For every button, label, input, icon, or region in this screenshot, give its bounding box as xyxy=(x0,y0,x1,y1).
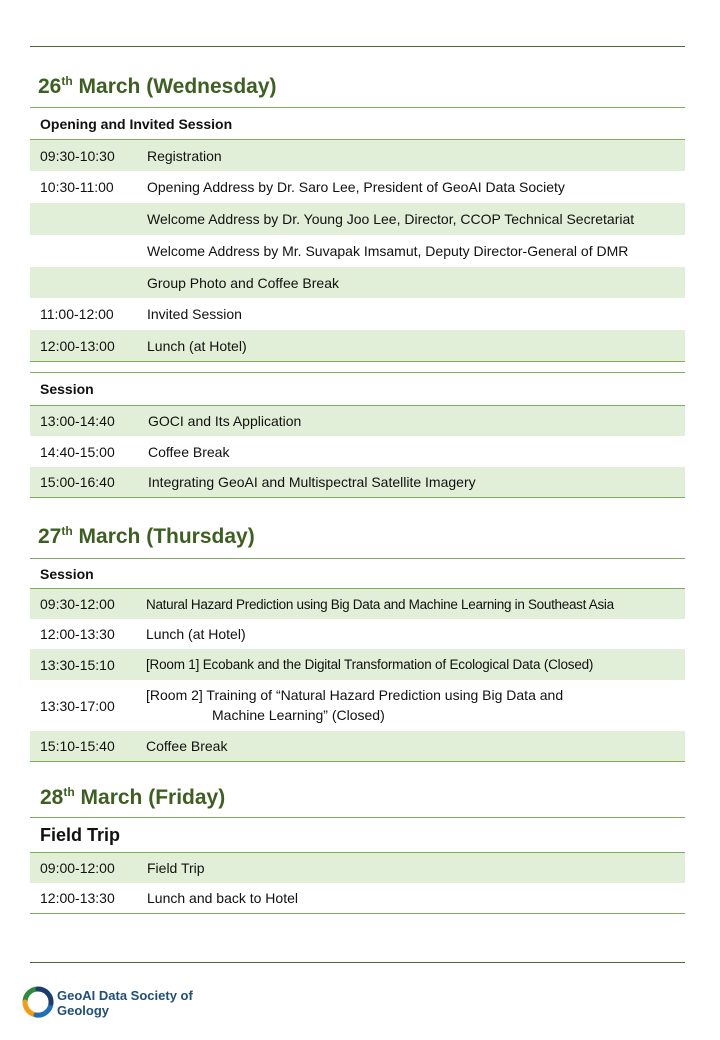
row-description-line1: [Room 2] Training of “Natural Hazard Prediction using Big Data and xyxy=(146,687,564,703)
row-time: 11:00-12:00 xyxy=(40,306,114,322)
schedule-row xyxy=(30,467,685,497)
schedule-row xyxy=(30,140,685,171)
schedule-row xyxy=(30,330,685,361)
org-logo xyxy=(22,986,222,1022)
row-description: Welcome Address by Mr. Suvapak Imsamut, Deputy Director-General of DMR xyxy=(147,243,629,259)
schedule-row xyxy=(30,267,685,298)
row-description: GOCI and Its Application xyxy=(148,413,302,429)
schedule-row xyxy=(30,171,685,203)
schedule-row xyxy=(30,853,685,883)
schedule-row xyxy=(30,680,685,731)
row-time: 09:00-12:00 xyxy=(40,860,115,876)
footer-divider xyxy=(30,962,685,963)
schedule-row xyxy=(30,731,685,761)
schedule-row xyxy=(30,883,685,913)
row-description: Natural Hazard Prediction using Big Data and Machine Learning in Southeast Asia xyxy=(146,596,614,612)
row-description-line2: Machine Learning” (Closed) xyxy=(212,707,385,723)
row-time: 09:30-12:00 xyxy=(40,596,115,612)
schedule-row xyxy=(30,235,685,267)
row-time: 09:30-10:30 xyxy=(40,147,115,164)
schedule-row xyxy=(30,298,685,330)
row-time: 12:00-13:30 xyxy=(40,890,115,906)
row-time: 14:40-15:00 xyxy=(40,443,115,460)
row-description: Lunch (at Hotel) xyxy=(147,337,247,354)
row-time: 15:10-15:40 xyxy=(40,738,115,754)
section-heading: Session xyxy=(40,565,94,582)
row-time: 13:30-15:10 xyxy=(40,656,115,673)
row-description: Integrating GeoAI and Multispectral Satellite Imagery xyxy=(148,474,476,490)
row-time: 12:00-13:30 xyxy=(40,626,115,642)
row-description: Coffee Break xyxy=(146,738,228,754)
section-heading: Field Trip xyxy=(40,824,121,845)
row-description: Lunch and back to Hotel xyxy=(147,890,298,906)
row-description: Field Trip xyxy=(147,860,205,876)
schedule-row xyxy=(30,589,685,619)
row-description: [Room 1] Ecobank and the Digital Transformation of Ecological Data (Closed) xyxy=(146,657,594,672)
schedule-row xyxy=(30,436,685,467)
divider xyxy=(30,497,685,498)
day-title-3: 28th March (Friday) xyxy=(40,785,226,809)
org-name xyxy=(57,988,193,1018)
row-description: Opening Address by Dr. Saro Lee, President of GeoAI Data Society xyxy=(147,179,565,195)
org-name-line2: Geology xyxy=(57,1003,110,1018)
row-description: Invited Session xyxy=(147,306,242,322)
divider xyxy=(30,361,685,362)
org-name-line1: GeoAI Data Society of xyxy=(57,988,193,1003)
row-description: Coffee Break xyxy=(148,443,230,460)
row-description: Lunch (at Hotel) xyxy=(146,626,246,642)
row-description: Group Photo and Coffee Break xyxy=(147,274,339,291)
section-heading: Session xyxy=(40,381,94,397)
row-description xyxy=(146,685,563,725)
row-time: 12:00-13:00 xyxy=(40,337,115,354)
logo-mark-icon xyxy=(22,986,54,1020)
schedule-row xyxy=(30,203,685,235)
schedule-row xyxy=(30,406,685,436)
divider xyxy=(30,761,685,762)
day-title-2: 27th March (Thursday) xyxy=(38,524,255,548)
day-title-1: 26th March (Wednesday) xyxy=(38,74,277,98)
top-divider xyxy=(30,46,685,47)
row-time: 10:30-11:00 xyxy=(40,179,114,195)
section-heading: Opening and Invited Session xyxy=(40,115,233,132)
row-description: Welcome Address by Dr. Young Joo Lee, Director, CCOP Technical Secretariat xyxy=(147,211,635,227)
row-time: 15:00-16:40 xyxy=(40,474,115,490)
row-time: 13:30-17:00 xyxy=(40,697,115,714)
schedule-row xyxy=(30,619,685,649)
divider xyxy=(30,913,685,914)
schedule-row xyxy=(30,649,685,680)
row-time: 13:00-14:40 xyxy=(40,413,115,429)
row-description: Registration xyxy=(147,147,222,164)
